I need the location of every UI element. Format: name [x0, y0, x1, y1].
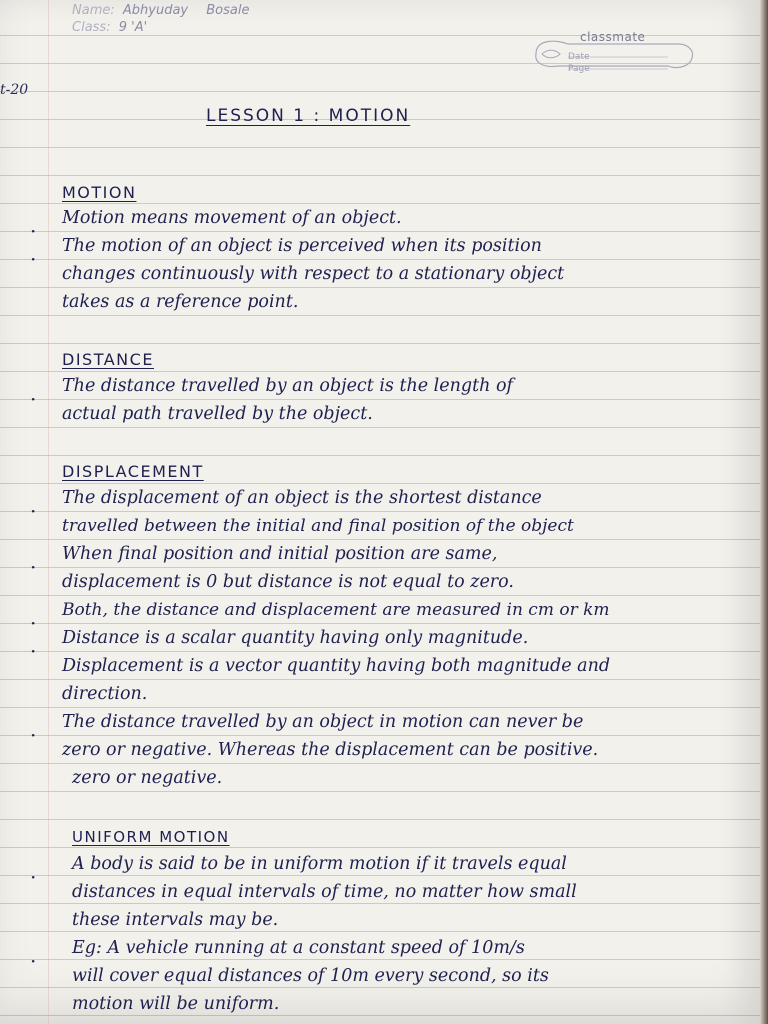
distance-line-2: actual path travelled by the object. [62, 404, 373, 424]
uniform-line-5: will cover equal distances of 10m every second, so its [72, 966, 549, 986]
uniform-line-4: Eg: A vehicle running at a constant speed of 10m/s [72, 938, 525, 958]
heading-displacement: DISPLACEMENT [62, 462, 204, 481]
motion-line-1: Motion means movement of an object. [62, 208, 402, 228]
displacement-line-8: direction. [62, 684, 148, 704]
bullet-dot: · [30, 723, 37, 747]
distance-line-1: The distance travelled by an object is the length of [62, 376, 513, 396]
page-edge [760, 0, 768, 1024]
heading-uniform-motion: UNIFORM MOTION [72, 828, 230, 846]
name-value: Abhyuday [122, 3, 189, 18]
bullet-dot: · [30, 949, 37, 973]
displacement-line-11: zero or negative. [72, 768, 223, 788]
uniform-line-2: distances in equal intervals of time, no matter how small [72, 882, 577, 902]
displacement-line-5: Both, the distance and displacement are measured in cm or km [62, 600, 610, 620]
displacement-line-7: Displacement is a vector quantity having both magnitude and [62, 656, 611, 676]
bullet-dot: · [30, 247, 37, 271]
displacement-line-4: displacement is 0 but distance is not equal to zero. [62, 572, 514, 592]
bullet-dot: · [30, 611, 37, 635]
bullet-dot: · [30, 219, 37, 243]
motion-line-3: changes continuously with respect to a stationary object [62, 264, 565, 284]
name-extra: Bosale [206, 3, 250, 18]
class-value: 9 'A' [118, 20, 148, 35]
bullet-dot: · [30, 499, 37, 523]
classmate-logo [528, 26, 696, 82]
margin-line [48, 0, 49, 1024]
logo-brand: classmate [580, 30, 646, 44]
heading-distance: DISTANCE [62, 350, 154, 369]
displacement-line-3: When final position and initial position are same, [62, 544, 498, 564]
heading-motion: MOTION [62, 183, 137, 202]
lesson-title: LESSON 1 : MOTION [206, 106, 411, 126]
bullet-dot: · [30, 639, 37, 663]
displacement-line-6: Distance is a scalar quantity having only magnitude. [62, 628, 529, 648]
name-label: Name: [72, 3, 115, 18]
page-number: t-20 [0, 82, 29, 98]
displacement-line-2: travelled between the initial and final position of the object [62, 516, 574, 536]
motion-line-2: The motion of an object is perceived when its position [62, 236, 542, 256]
class-label: Class: [72, 20, 111, 35]
class-row [72, 19, 249, 36]
displacement-line-9: The distance travelled by an object in motion can never be [62, 712, 584, 732]
uniform-line-1: A body is said to be in uniform motion if it travels equal [72, 854, 567, 874]
bullet-dot: · [30, 555, 37, 579]
student-details [72, 2, 249, 36]
bullet-dot: · [30, 387, 37, 411]
logo-date-label: Date [568, 52, 590, 62]
uniform-line-3: these intervals may be. [72, 910, 279, 930]
uniform-line-6: motion will be uniform. [72, 994, 280, 1014]
bullet-dot: · [30, 865, 37, 889]
logo-page-label: Page [568, 64, 590, 74]
displacement-line-1: The displacement of an object is the shortest distance [62, 488, 542, 508]
motion-line-4: takes as a reference point. [62, 292, 299, 312]
displacement-line-10: zero or negative. Whereas the displacement can be positive. [62, 740, 599, 760]
name-row [72, 2, 249, 19]
